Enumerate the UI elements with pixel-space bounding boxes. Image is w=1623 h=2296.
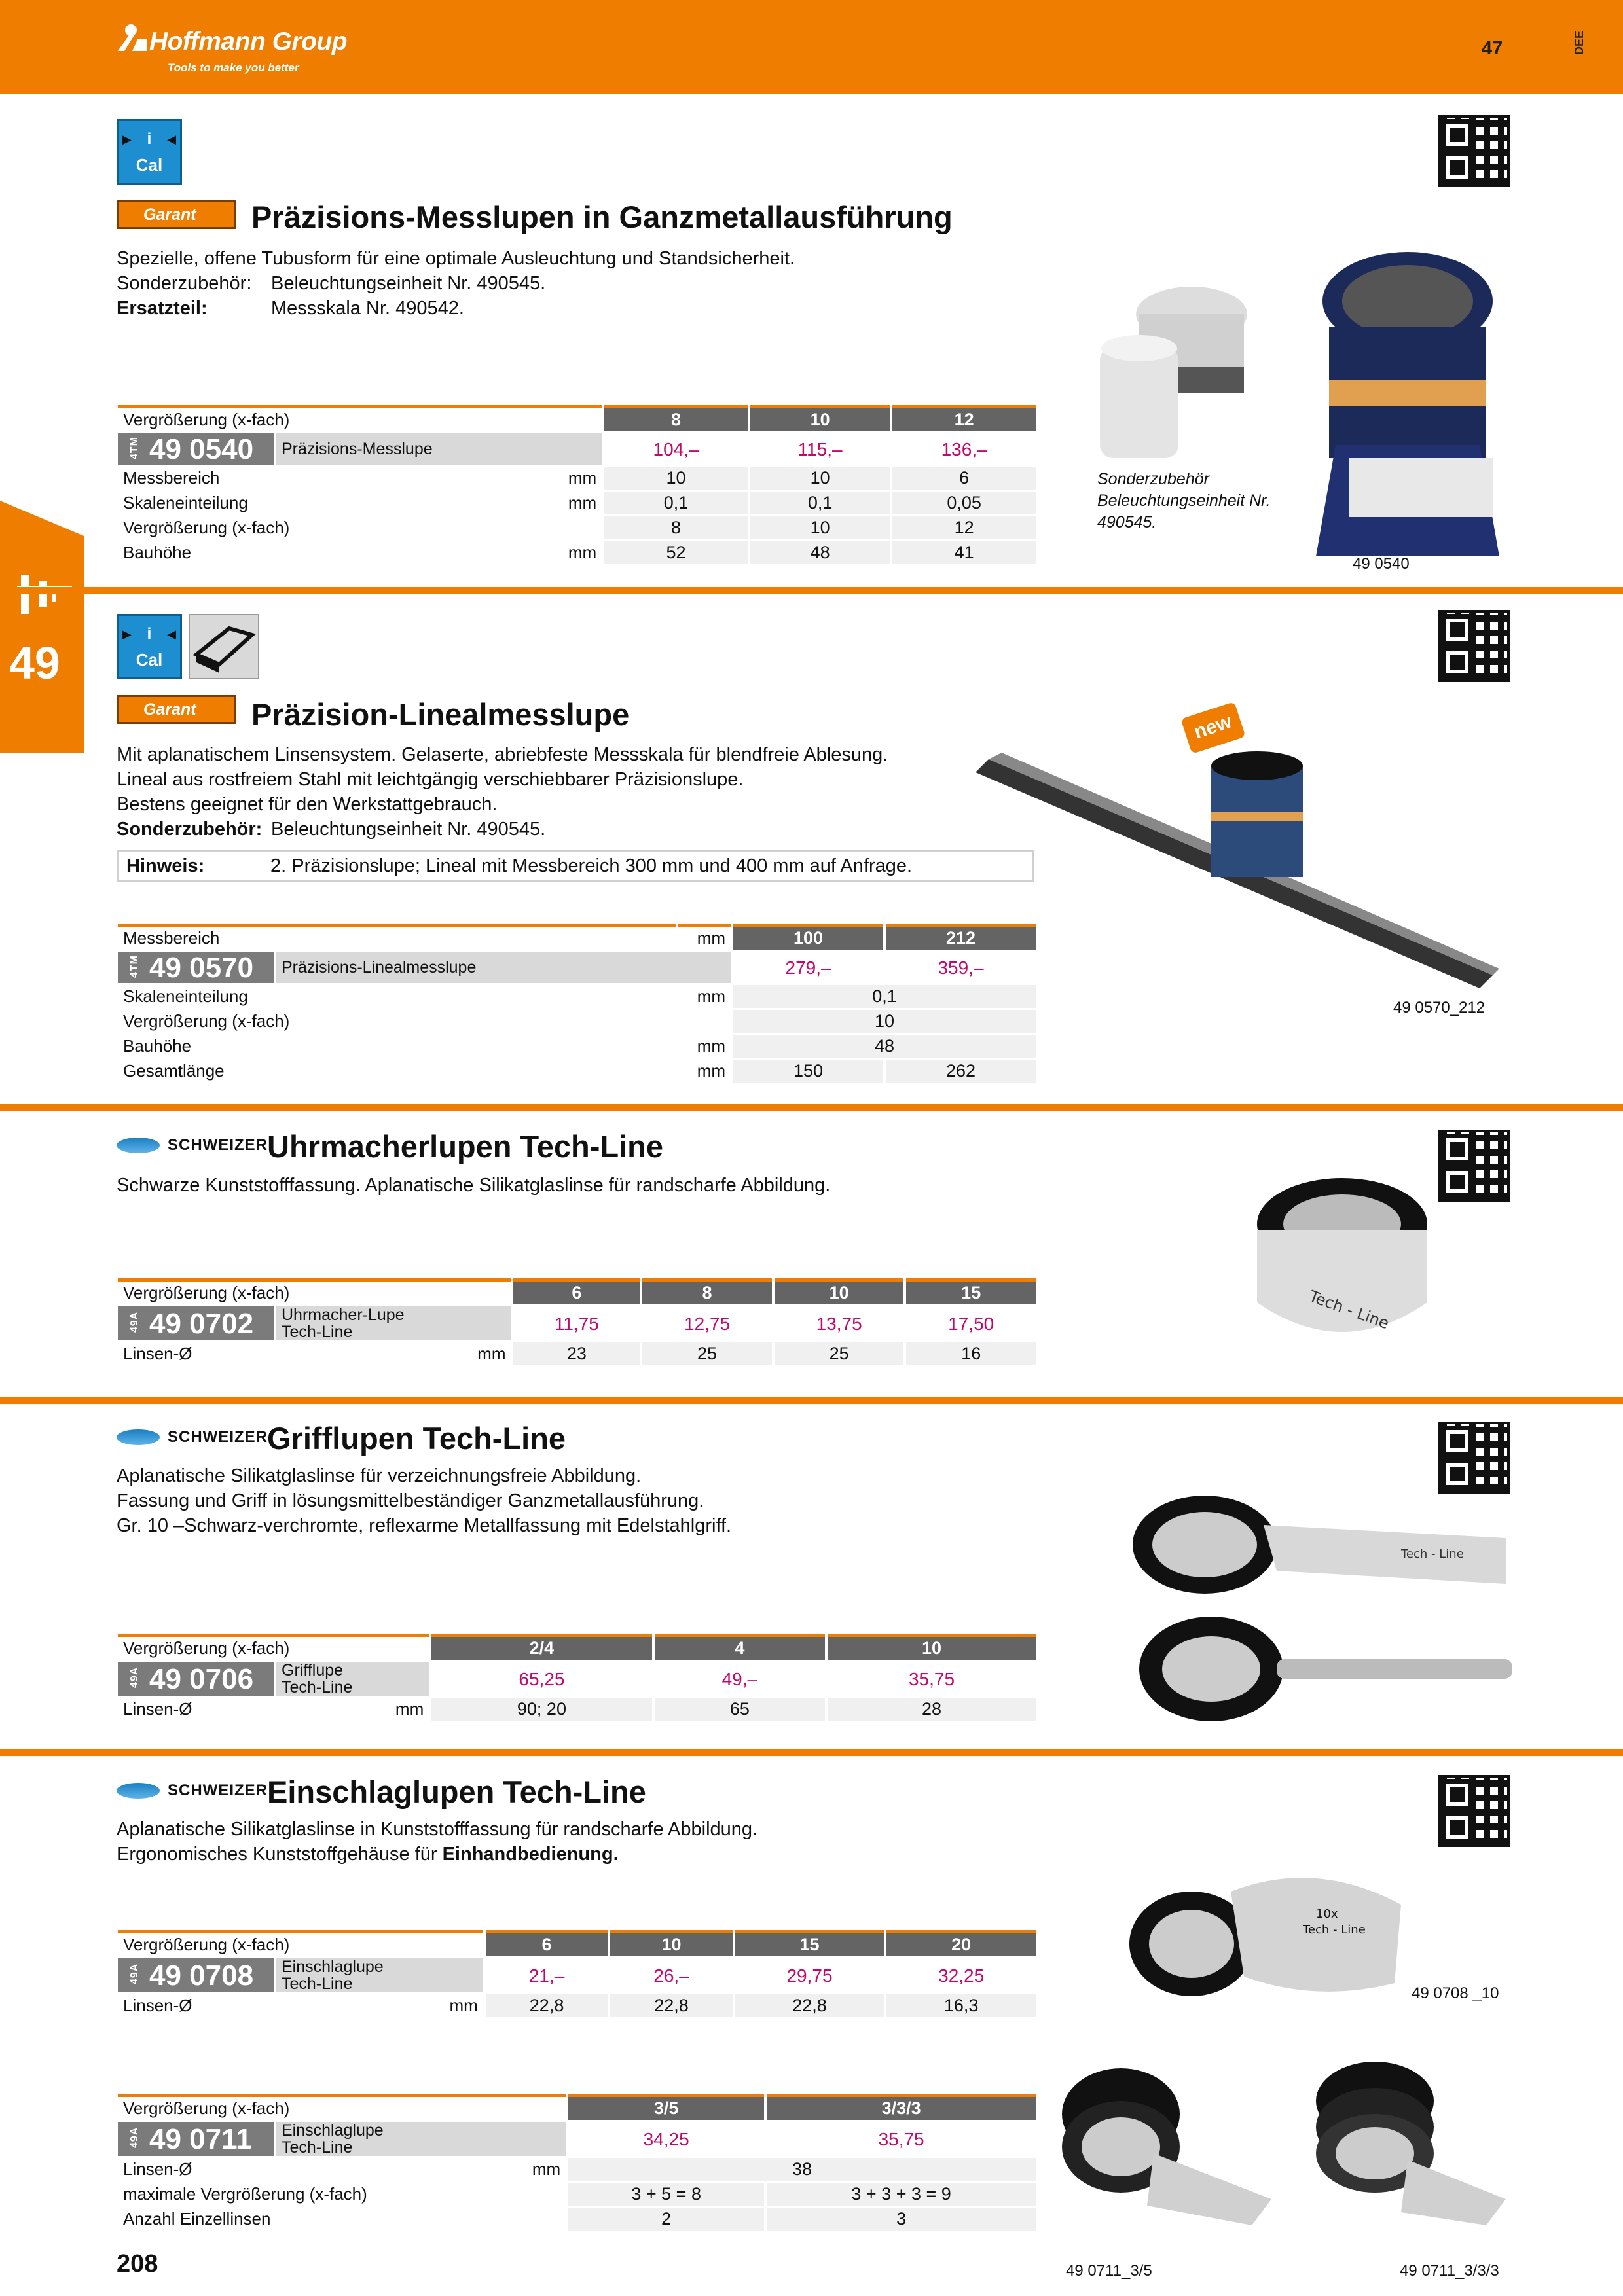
product-image-folding-loupe-3-5 — [1055, 2055, 1291, 2229]
section-title: Präzision-Linealmesslupe — [251, 697, 630, 732]
price: 35,75 — [767, 2122, 1036, 2156]
product-image-ruler-loupe — [969, 713, 1506, 998]
price: 279,– — [733, 952, 883, 983]
footer-page-number: 208 — [117, 2250, 158, 2278]
spec-table: Vergrößerung (x-fach) 8 10 12 4TM 49 0540 Präzisions-Messlupe 104,– 115,– 136,– Messbereich mm 10 10 6 Skaleneinteilung mm 0,1 0,1 0,05 Vergrößerung (x-fach) 8 10 12 Bauhöhe mm 52 48 41 — [115, 403, 1038, 566]
price: 104,– — [604, 433, 748, 465]
price: 32,25 — [886, 1958, 1036, 1992]
section-divider — [0, 1397, 1623, 1404]
note-box: Hinweis: 2. Präzisionslupe; Lineal mit Messbereich 300 mm und 400 mm auf Anfrage. — [117, 850, 1034, 882]
section-title: Grifflupen Tech-Line — [267, 1421, 566, 1456]
page-number: 47 — [1482, 38, 1503, 59]
schweizer-logo: SCHWEIZER — [117, 1782, 268, 1801]
spec-table: Vergrößerung (x-fach) 6 10 15 20 49A 49 0708 Einschlaglupe Tech-Line 21,– 26,– 29,75 32,25 Linsen-Ø mm 22,8 22,8 22,8 16,3 — [115, 1928, 1038, 2019]
image-reference: 49 0708 _10 — [1412, 1984, 1499, 2002]
svg-text:Tech - Line: Tech - Line — [1303, 1923, 1366, 1937]
article-number[interactable]: 49A 49 0708 — [118, 1958, 274, 1992]
caliper-icon — [14, 572, 75, 621]
article-number[interactable]: 4TM 49 0540 — [118, 433, 274, 465]
price: 115,– — [750, 433, 890, 465]
svg-text:Tech - Line: Tech - Line — [1401, 1547, 1464, 1561]
product-image-folding-loupe-3-3-3 — [1283, 2055, 1519, 2229]
schweizer-logo: SCHWEIZER — [117, 1428, 268, 1448]
chapter-tab[interactable] — [0, 501, 84, 753]
qr-code-icon[interactable] — [1438, 1775, 1510, 1847]
product-image-accessory — [1093, 275, 1257, 468]
spec-table: Messbereich mm 100 212 4TM 49 0570 Präzisions-Linealmesslupe 279,– 359,– Skaleneinteilung mm 0,1 Vergrößerung (x-fach) 10 Bauhöhe mm 48 Gesamtlänge mm 150 262 — [115, 922, 1038, 1085]
section-divider — [0, 587, 1623, 594]
price: 65,25 — [431, 1662, 651, 1696]
qr-code-icon[interactable] — [1438, 610, 1510, 682]
chapter-number: 49 — [9, 637, 60, 689]
section-description: Aplanatische Silikatglaslinse in Kunststofffassung für randscharfe Abbildung. Ergonomisches Kunststoffgehäuse für Einhandbedienung. — [117, 1819, 758, 1865]
price: 21,– — [486, 1958, 608, 1992]
section-divider — [0, 1104, 1623, 1111]
product-image-folding-loupe — [1120, 1865, 1434, 2013]
price: 49,– — [655, 1662, 825, 1696]
article-number[interactable]: 49A 49 0706 — [118, 1662, 274, 1696]
image-reference: 49 0540 — [1353, 555, 1410, 573]
svg-text:Tech - Line: Tech - Line — [1306, 1287, 1392, 1333]
price: 34,25 — [568, 2122, 764, 2156]
brand-name: Hoffmann Group — [149, 27, 348, 56]
price: 29,75 — [735, 1958, 884, 1992]
schweizer-logo: SCHWEIZER — [117, 1136, 268, 1156]
qr-code-icon[interactable] — [1438, 115, 1510, 187]
price: 136,– — [892, 433, 1036, 465]
section-title: Präzisions-Messlupen in Ganzmetallausführung — [251, 200, 953, 234]
price: 359,– — [886, 952, 1036, 983]
garant-logo: Garant — [117, 695, 236, 724]
language-code: DEE — [1573, 30, 1586, 55]
price: 26,– — [610, 1958, 732, 1992]
product-image-measuring-loupe — [1309, 249, 1506, 579]
spec-table: Vergrößerung (x-fach) 3/5 3/3/3 49A 49 0711 Einschlaglupe Tech-Line 34,25 35,75 Linsen-Ø mm 38 maximale Vergrößerung (x-fach) 3 + 5 = 8 3 + 3 + 3 = 9 Anzahl Einzellinsen 2 3 — [115, 2092, 1038, 2233]
product-image-watchmaker-loupe — [1237, 1172, 1447, 1352]
section-description: Spezielle, offene Tubusform für eine optimale Ausleuchtung und Standsicherheit. Sonderzubehör: Beleuchtungseinheit Nr. 490545. Ersatzteil: Messskala Nr. 490542. — [117, 248, 795, 319]
price: 12,75 — [642, 1306, 772, 1340]
svg-text:10x: 10x — [1316, 1907, 1338, 1921]
article-number[interactable]: 49A 49 0711 — [118, 2122, 274, 2156]
info-calibration-badge: ▶ i ◀ Cal — [117, 119, 182, 185]
price: 17,50 — [906, 1306, 1036, 1340]
image-reference: 49 0570_212 — [1393, 999, 1486, 1016]
garant-logo: Garant — [117, 200, 236, 229]
section-description: Schwarze Kunststofffassung. Aplanatische Silikatglaslinse für randscharfe Abbildung. — [117, 1175, 831, 1196]
brand-logo-icon — [115, 21, 148, 52]
info-calibration-badge: ▶ i ◀ Cal — [117, 614, 182, 679]
section-title: Einschlaglupen Tech-Line — [267, 1774, 646, 1809]
section-title: Uhrmacherlupen Tech-Line — [267, 1129, 664, 1164]
section-description: Mit aplanatischem Linsensystem. Gelaserte, abriebfeste Messskala für blendfreie Ablesung. Lineal aus rostfreiem Stahl mit leichtgängig verschiebbarer Präzisionslupe. Bestens geeignet für den Werkstattgebrauch. Sonderzubehör: Beleuchtungseinheit Nr. 490545. — [117, 744, 888, 840]
qr-code-icon[interactable] — [1438, 1130, 1510, 1202]
spec-table: Vergrößerung (x-fach) 6 8 10 15 49A 49 0702 Uhrmacher-Lupe Tech-Line 11,75 12,75 13,75 17,50 Linsen-Ø mm 23 25 25 16 — [115, 1276, 1038, 1367]
product-image-handle-loupes — [1126, 1486, 1519, 1738]
price: 13,75 — [775, 1306, 904, 1340]
price: 35,75 — [828, 1662, 1036, 1696]
ruler-icon — [189, 614, 259, 679]
qr-code-icon[interactable] — [1438, 1422, 1510, 1494]
new-badge: new — [1180, 702, 1245, 754]
image-reference: 49 0711_3/3/3 — [1400, 2262, 1499, 2280]
section-description: Aplanatische Silikatglaslinse für verzeichnungsfreie Abbildung. Fassung und Griff in lösungsmittelbeständiger Ganzmetallausführung. Gr. 10 –Schwarz-verchromte, reflexarme Metallfassung mit Edelstahlgriff. — [117, 1465, 732, 1536]
brand-tagline: Tools to make you better — [168, 62, 299, 74]
spec-table: Vergrößerung (x-fach) 2/4 4 10 49A 49 0706 Grifflupe Tech-Line 65,25 49,– 35,75 Linsen-Ø mm 90; 20 65 28 — [115, 1632, 1038, 1723]
section-divider — [0, 1749, 1623, 1756]
image-reference: 49 0711_3/5 — [1066, 2262, 1152, 2280]
price: 11,75 — [513, 1306, 640, 1340]
accessory-caption: Sonderzubehör Beleuchtungseinheit Nr. 490545. — [1097, 470, 1271, 531]
article-number[interactable]: 49A 49 0702 — [118, 1306, 274, 1340]
article-number[interactable]: 4TM 49 0570 — [118, 952, 274, 983]
